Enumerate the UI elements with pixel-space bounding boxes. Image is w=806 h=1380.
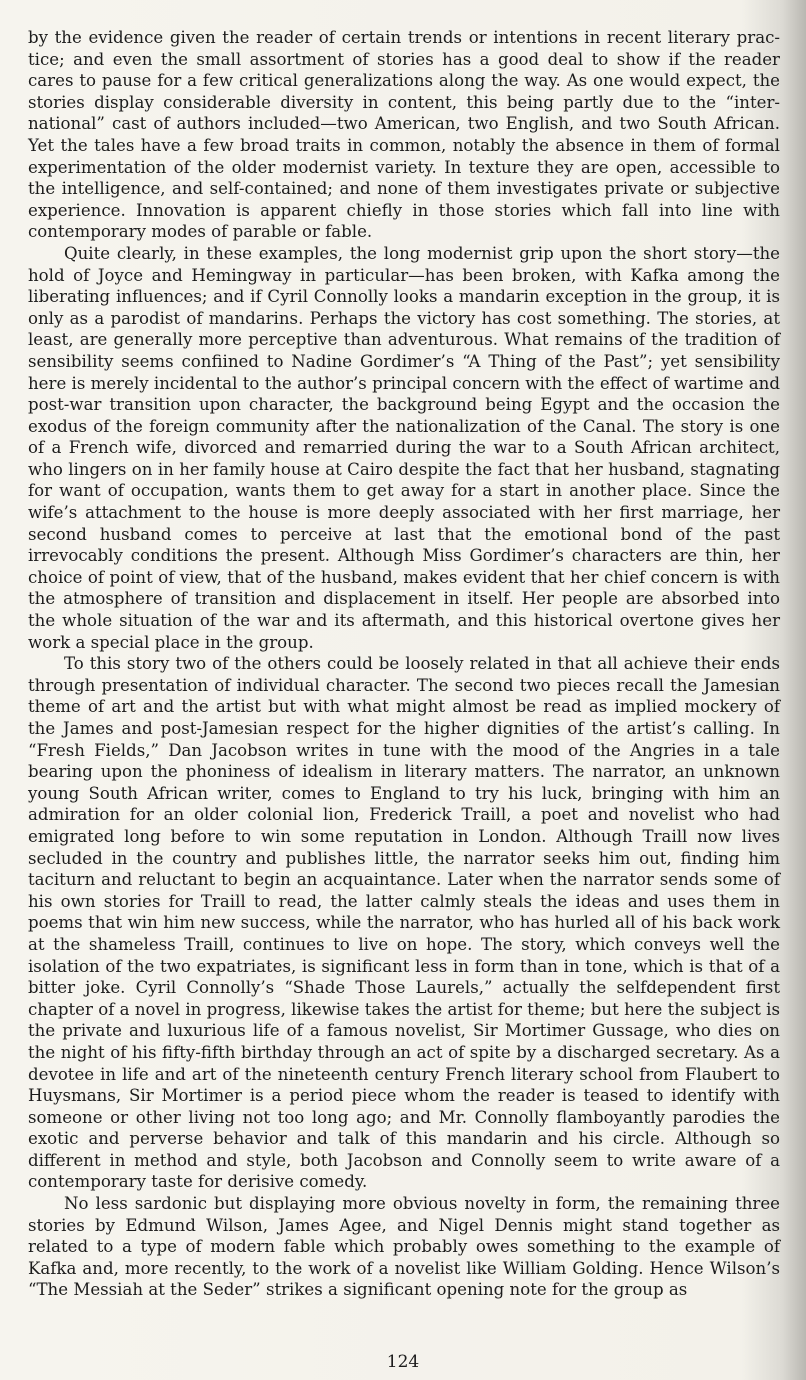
page-number: 124 <box>386 1352 420 1372</box>
paragraph-modern-fable: No less sardonic but displaying more obvious novelty in form, the remaining three stories by Edmund Wilson, James Agee, and Nigel Dennis might stand together as related to a type of modern fable which probably owes something to the example of Kafka and, more recently, to the work of a novelist like William Golding. Hence Wilson’s “The Messiah at the Seder” strikes a significant opening note for the group as <box>28 1194 780 1300</box>
paragraph-continued: by the evidence given the reader of certain trends or intentions in recent literary practice; and even the small assortment of stories has a good deal to show if the reader cares to pause for a few critical generalizations along the way. As one would expect, the stories display considerable diversity in content, this being partly due to the “international” cast of authors included—two American, two English, and two South African. Yet the tales have a few broad traits in common, notably the absence in them of formal experimentation of the older modernist variety. In texture they are open, accessible to the intelligence, and self-contained; and none of them investigates private or subjective experience. Innovation is apparent chiefly in those stories which fall into line with contemporary modes of parable or fable. <box>28 28 780 242</box>
body-text <box>28 27 780 1301</box>
paragraph-modernist-grip: Quite clearly, in these examples, the long modernist grip upon the short story—the hold of Joyce and Hemingway in particular—has been broken, with Kafka among the liberating influences; and if Cyril Connolly looks a mandarin exception in the group, it is only as a parodist of mandarins. Perhaps the victory has cost something. The stories, at least, are generally more perceptive than adventurous. What remains of the tradition of sensibility seems confiined to Nadine Gordimer’s “A Thing of the Past”; yet sensibility here is merely incidental to the author’s principal concern with the effect of wartime and post-war transition upon character, the background being Egypt and the occasion the exodus of the foreign community after the nationalization of the Canal. The story is one of a French wife, divorced and remarried during the war to a South African architect, who lingers on in her family house at Cairo despite the fact that her husband, stagnating for want of occupation, wants them to get away for a start in another place. Since the wife’s attachment to the house is more deeply associated with her first marriage, her second husband comes to perceive at last that the emotional bond of the past irrevocably conditions the present. Although Miss Gordimer’s characters are thin, her choice of point of view, that of the husband, makes evident that her chief concern is with the atmosphere of transition and displacement in itself. Her people are absorbed into the whole situation of the war and its aftermath, and this historical overtone gives her work a special place in the group. <box>28 243 780 652</box>
paragraph-individual-character: To this story two of the others could be loosely related in that all achieve their ends through presentation of individual character. The second two pieces recall the Jamesian theme of art and the artist but with what might almost be read as implied mockery of the James and post-Jamesian respect for the higher dignities of the artist’s calling. In “Fresh Fields,” Dan Jacobson writes in tune with the mood of the Angries in a tale bearing upon the phoniness of idealism in literary matters. The narrator, an unknown young South African writer, comes to England to try his luck, bringing with him an admiration for an older colonial lion, Frederick Traill, a poet and novelist who had emigrated long before to win some reputation in London. Although Traill now lives secluded in the country and publishes little, the narrator seeks him out, finding him taciturn and reluctant to begin an acquaintance. Later when the narrator sends some of his own stories for Traill to read, the latter calmly steals the ideas and uses them in poems that win him new success, while the narrator, who has hurled all of his back work at the shameless Traill, continues to live on hope. The story, which conveys well the isolation of the two expatriates, is significant less in form than in tone, which is that of a bitter joke. Cyril Connolly’s “Shade Those Laurels,” actually the selfdependent first chapter of a novel in progress, likewise takes the artist for theme; but here the subject is the private and luxurious life of a famous novelist, Sir Mortimer Gussage, who dies on the night of his fifty-fifth birthday through an act of spite by a discharged secretary. As a devotee in life and art of the nineteenth century French literary school from Flaubert to Huysmans, Sir Mortimer is a period piece whom the reader is teased to identify with someone or other living not too long ago; and Mr. Connolly flamboyantly parodies the exotic and perverse behavior and talk of this mandarin and his circle. Although so different in method and style, both Jacobson and Connolly seem to write aware of a contemporary taste for derisive comedy. <box>28 654 780 1192</box>
